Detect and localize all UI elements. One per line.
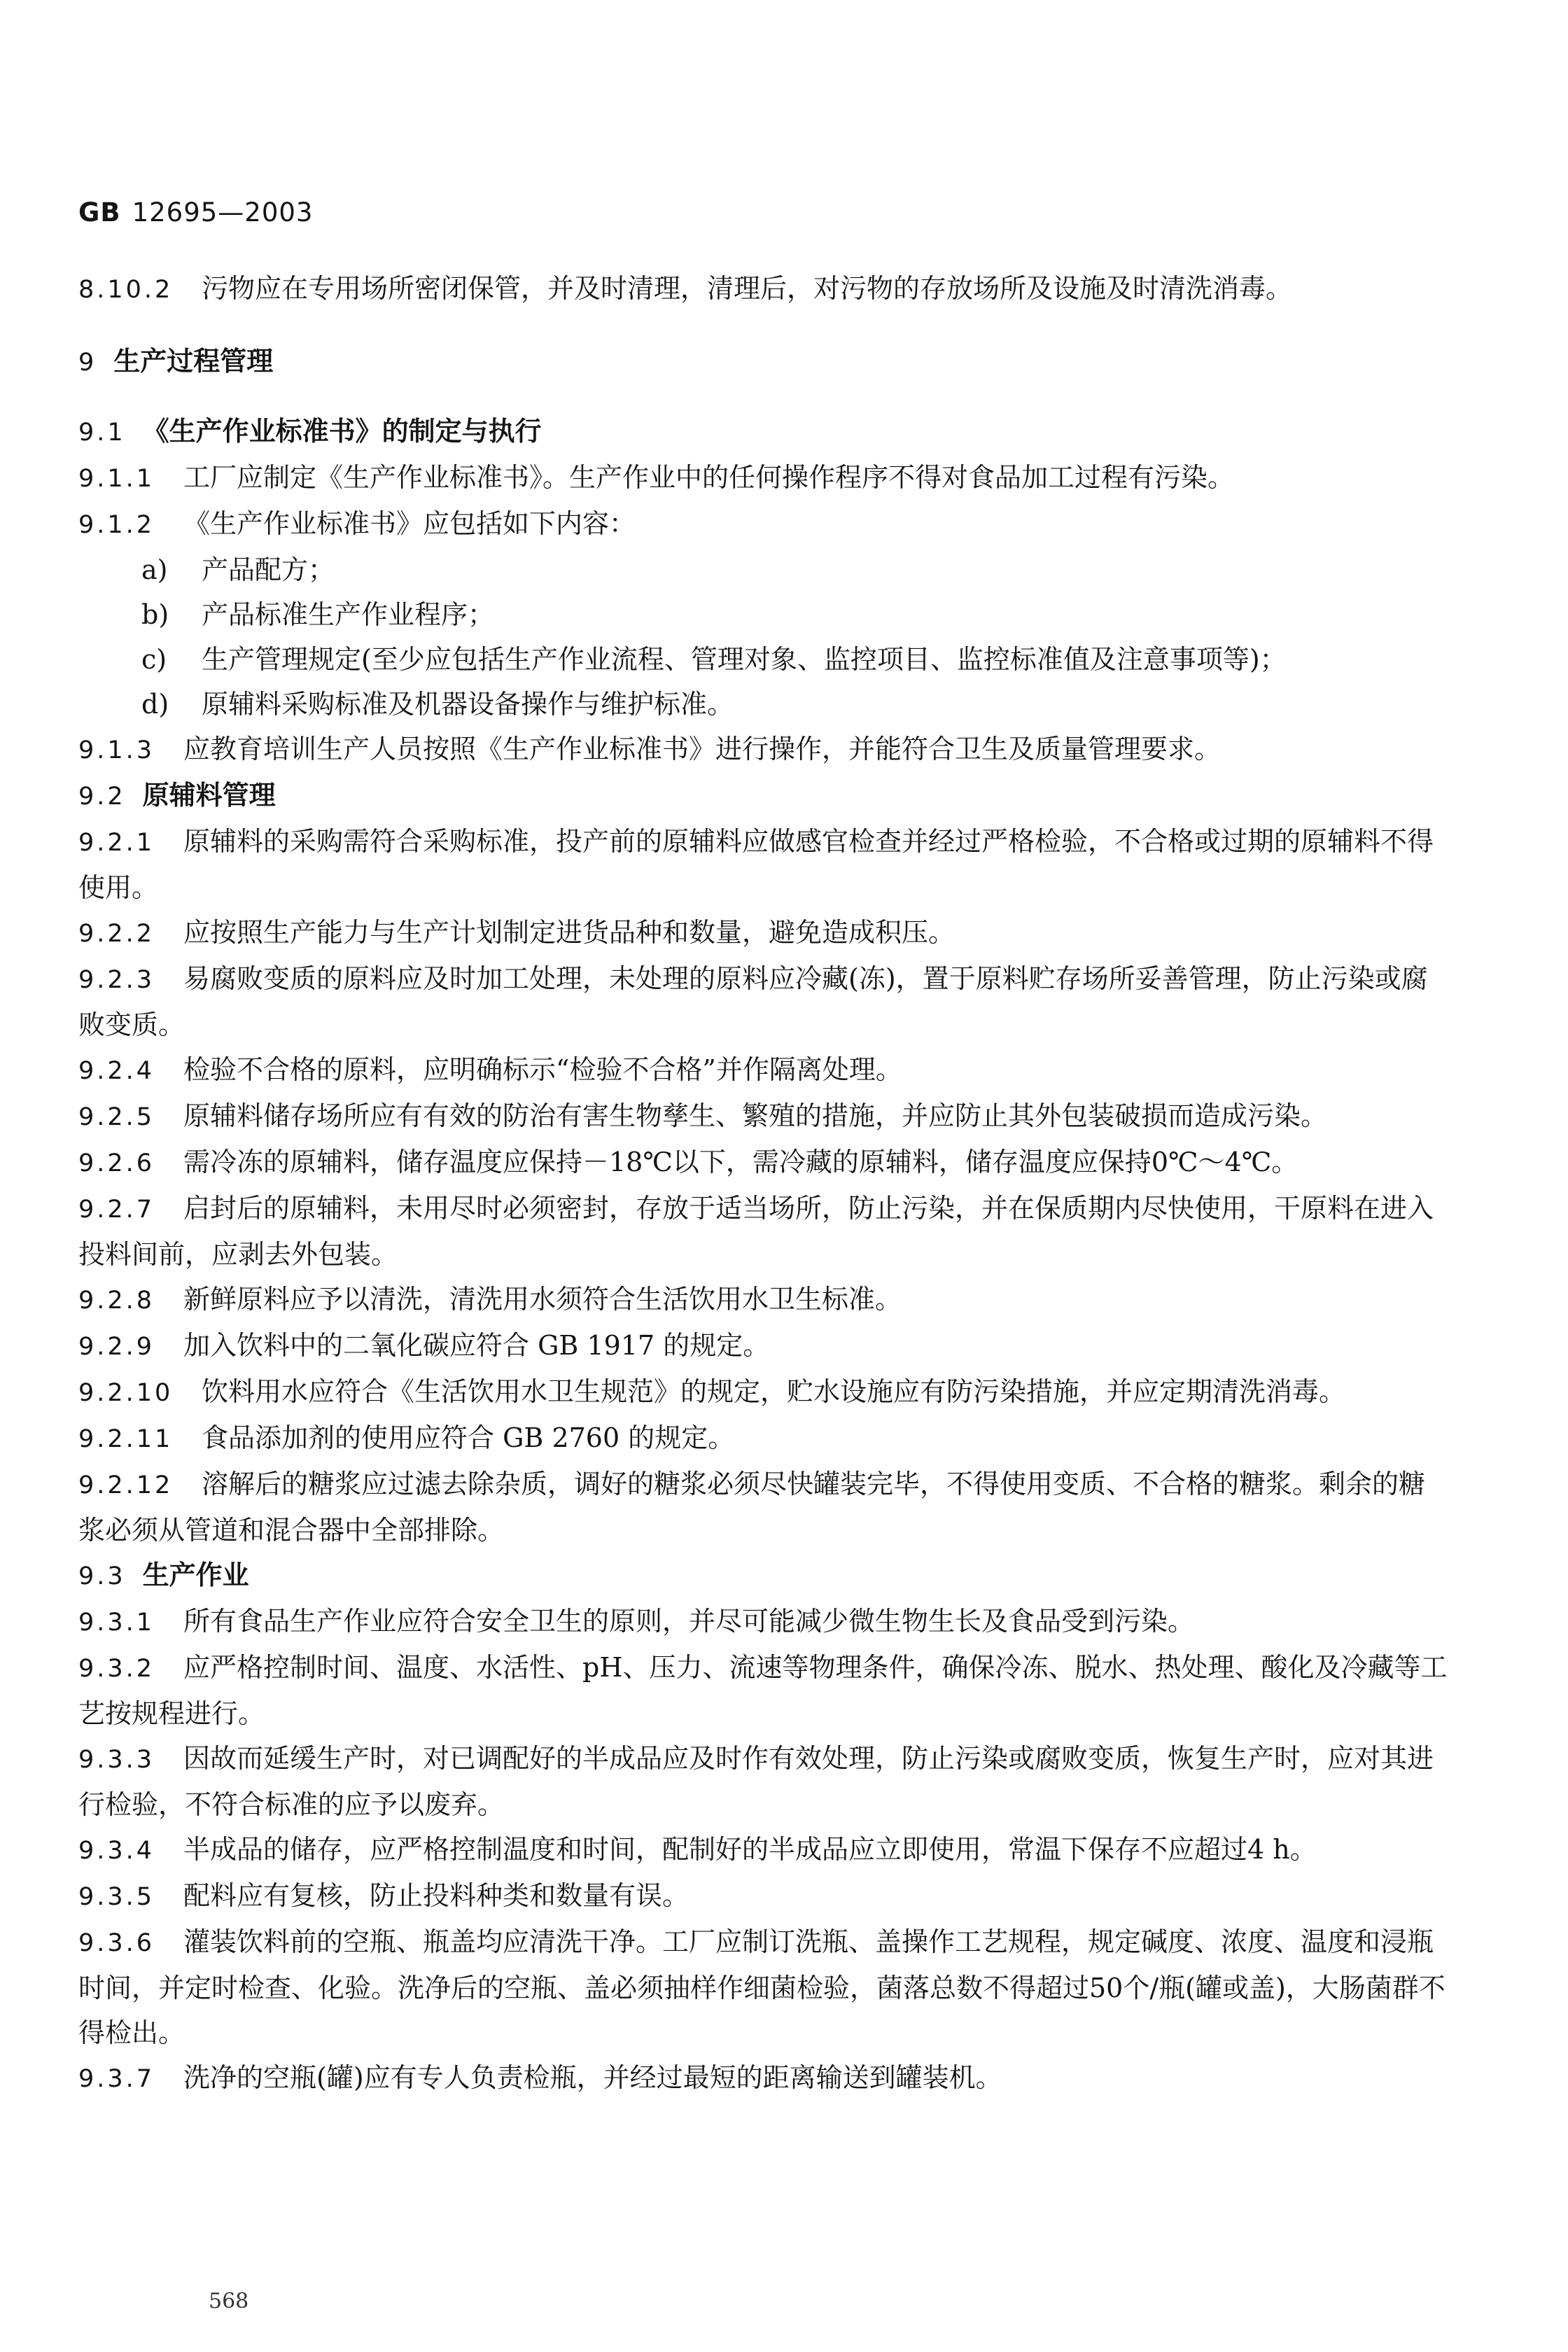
clause-text: 洗净的空瓶(罐)应有专人负责检瓶，并经过最短的距离输送到罐装机。: [183, 2062, 1002, 2093]
section-title: 《生产作业标准书》的制定与执行: [142, 416, 542, 447]
clause-9-2-6: [78, 1140, 1450, 1186]
section-heading-9-3: [78, 1553, 1450, 1599]
list-letter: a): [141, 554, 168, 585]
list-letter: d): [141, 689, 169, 720]
clause-9-3-2: [78, 1645, 1450, 1736]
clause-number: 9.3.1: [78, 1609, 155, 1637]
standard-prefix: GB: [78, 197, 121, 227]
clause-9-2-5: [78, 1093, 1450, 1140]
clause-9-2-10: [78, 1369, 1450, 1415]
clause-number: 9.2.4: [78, 1057, 155, 1085]
list-text: 原辅料采购标准及机器设备操作与维护标准。: [202, 689, 734, 720]
clause-9-1-2: [78, 501, 1450, 547]
clause-number: 9.1.2: [78, 511, 155, 539]
clause-9-3-3: [78, 1736, 1450, 1827]
clause-9-3-5: [78, 1873, 1450, 1919]
clause-number: 9.2.10: [78, 1379, 174, 1407]
chapter-title: 生产过程管理: [113, 346, 274, 377]
list-text: 产品标准生产作业程序；: [202, 599, 495, 630]
clause-text: 灌装饮料前的空瓶、瓶盖均应清洗干净。工厂应制订洗瓶、盖操作工艺规程，规定碱度、浓度、温度和浸瓶时间，并定时检查、化验。洗净后的空瓶、盖必须抽样作细菌检验，菌落总数不得超过50个/瓶(罐或盖)，大肠菌群不得检出。: [78, 1926, 1446, 2048]
clause-text: 易腐败变质的原料应及时加工处理，未处理的原料应冷藏(冻)，置于原料贮存场所妥善管理，防止污染或腐败变质。: [78, 963, 1428, 1040]
chapter-heading-9: [78, 339, 1450, 385]
clause-9-3-4: [78, 1827, 1450, 1873]
clause-number: 9.2.3: [78, 966, 155, 994]
clause-number: 9.3.6: [78, 1929, 155, 1957]
list-letter: c): [141, 644, 167, 675]
clause-number: 9.2.1: [78, 829, 155, 857]
clause-9-2-4: [78, 1047, 1450, 1093]
section-title: 生产作业: [142, 1560, 249, 1590]
clause-number: 8.10.2: [78, 276, 174, 304]
clause-number: 9.1.3: [78, 736, 155, 764]
clause-9-2-1: [78, 819, 1450, 910]
clause-number: 9.2.2: [78, 920, 155, 948]
clause-number: 9.2.8: [78, 1287, 155, 1315]
section-heading-9-2: [78, 773, 1450, 819]
clause-number: 9.2.11: [78, 1425, 174, 1453]
clause-9-1-1: [78, 455, 1450, 501]
clause-number: 9.2.9: [78, 1333, 155, 1361]
clause-text: 原辅料的采购需符合采购标准，投产前的原辅料应做感官检查并经过严格检验，不合格或过期的原辅料不得使用。: [78, 826, 1434, 903]
clause-text: 新鲜原料应予以清洗，清洗用水须符合生活饮用水卫生标准。: [183, 1284, 902, 1315]
clause-9-2-8: [78, 1277, 1450, 1323]
clause-text: 饮料用水应符合《生活饮用水卫生规范》的规定，贮水设施应有防污染措施，并应定期清洗消毒。: [202, 1376, 1346, 1407]
list-item-a: [78, 547, 1450, 592]
list-item-c: [78, 637, 1450, 682]
clause-text: 污物应在专用场所密闭保管，并及时清理，清理后，对污物的存放场所及设施及时清洗消毒。: [202, 273, 1293, 304]
document-body: [78, 266, 1450, 2101]
clause-text: 检验不合格的原料，应明确标示“检验不合格”并作隔离处理。: [183, 1054, 902, 1085]
standard-number: 12695—2003: [132, 197, 314, 227]
clause-9-2-12: [78, 1462, 1450, 1553]
list-item-b: [78, 592, 1450, 637]
clause-text: 食品添加剂的使用应符合 GB 2760 的规定。: [202, 1422, 735, 1453]
clause-text: 所有食品生产作业应符合安全卫生的原则，并尽可能减少微生物生长及食品受到污染。: [183, 1606, 1195, 1637]
clause-9-3-7: [78, 2055, 1450, 2101]
page-number: 568: [209, 2289, 249, 2314]
clause-9-3-1: [78, 1599, 1450, 1645]
clause-text: 工厂应制定《生产作业标准书》。生产作业中的任何操作程序不得对食品加工过程有污染。: [183, 462, 1235, 493]
clause-text: 应严格控制时间、温度、水活性、pH、压力、流速等物理条件，确保冷冻、脱水、热处理、酸化及冷藏等工艺按规程进行。: [78, 1652, 1448, 1729]
clause-9-2-11: [78, 1415, 1450, 1462]
clause-9-3-6: [78, 1919, 1450, 2055]
clause-9-2-9: [78, 1323, 1450, 1369]
section-number: 9.2: [78, 783, 126, 811]
clause-number: 9.3.3: [78, 1746, 155, 1774]
clause-text: 《生产作业标准书》应包括如下内容：: [183, 508, 636, 539]
section-heading-9-1: [78, 409, 1450, 455]
clause-number: 9.2.7: [78, 1196, 155, 1224]
list-text: 生产管理规定(至少应包括生产作业流程、管理对象、监控项目、监控标准值及注意事项等)；: [202, 644, 1287, 675]
section-number: 9.1: [78, 419, 126, 447]
clause-text: 配料应有复核，防止投料种类和数量有误。: [183, 1880, 690, 1911]
clause-text: 启封后的原辅料，未用尽时必须密封，存放于适当场所，防止污染，并在保质期内尽快使用，干原料在进入投料间前，应剥去外包装。: [78, 1193, 1434, 1270]
clause-9-2-2: [78, 910, 1450, 956]
clause-number: 9.2.6: [78, 1149, 155, 1177]
clause-number: 9.2.12: [78, 1471, 174, 1499]
clause-text: 因故而延缓生产时，对已调配好的半成品应及时作有效处理，防止污染或腐败变质，恢复生产时，应对其进行检验，不符合标准的应予以废弃。: [78, 1743, 1434, 1820]
clause-text: 需冷冻的原辅料，储存温度应保持－18℃以下，需冷藏的原辅料，储存温度应保持0℃～4℃。: [183, 1147, 1298, 1177]
list-text: 产品配方；: [202, 554, 335, 585]
section-number: 9.3: [78, 1562, 126, 1590]
clause-number: 9.1.1: [78, 465, 155, 493]
clause-text: 应按照生产能力与生产计划制定进货品种和数量，避免造成积压。: [183, 917, 955, 948]
clause-text: 加入饮料中的二氧化碳应符合 GB 1917 的规定。: [183, 1330, 770, 1361]
clause-text: 原辅料储存场所应有有效的防治有害生物孳生、繁殖的措施，并应防止其外包装破损而造成污染。: [183, 1100, 1328, 1131]
clause-text: 半成品的储存，应严格控制温度和时间，配制好的半成品应立即使用，常温下保存不应超过4 h。: [183, 1834, 1317, 1865]
section-title: 原辅料管理: [142, 780, 276, 811]
clause-9-2-7: [78, 1186, 1450, 1277]
clause-number: 9.3.7: [78, 2065, 155, 2093]
clause-9-2-3: [78, 956, 1450, 1047]
chapter-number: 9: [78, 349, 97, 377]
clause-8-10-2: [78, 266, 1450, 312]
list-item-d: [78, 682, 1450, 727]
clause-text: 应教育培训生产人员按照《生产作业标准书》进行操作，并能符合卫生及质量管理要求。: [183, 734, 1222, 764]
list-letter: b): [141, 599, 169, 630]
clause-number: 9.3.5: [78, 1883, 155, 1911]
standard-code: [78, 197, 313, 227]
clause-number: 9.2.5: [78, 1103, 155, 1131]
clause-text: 溶解后的糖浆应过滤去除杂质，调好的糖浆必须尽快罐装完毕，不得使用变质、不合格的糖浆。剩余的糖浆必须从管道和混合器中全部排除。: [78, 1469, 1426, 1546]
clause-9-1-3: [78, 727, 1450, 773]
clause-number: 9.3.2: [78, 1655, 155, 1683]
clause-number: 9.3.4: [78, 1837, 155, 1865]
